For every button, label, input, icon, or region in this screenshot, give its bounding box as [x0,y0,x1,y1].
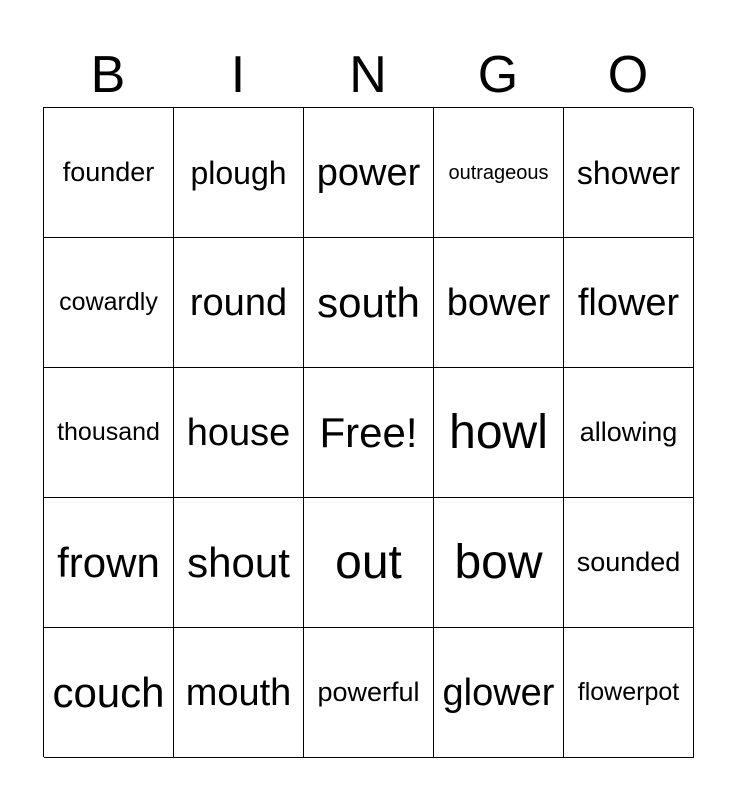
bingo-cell[interactable]: outrageous [434,108,564,238]
header-letter-o: O [607,46,649,104]
bingo-cell[interactable]: howl [434,368,564,498]
bingo-cell[interactable]: cowardly [44,238,174,368]
bingo-cell[interactable]: flower [564,238,694,368]
header-letter-i: I [230,46,246,104]
bingo-cell[interactable]: couch [44,628,174,758]
bingo-cell[interactable]: house [174,368,304,498]
bingo-cell[interactable]: powerful [304,628,434,758]
bingo-cell[interactable]: mouth [174,628,304,758]
bingo-cell[interactable]: sounded [564,498,694,628]
bingo-cell[interactable]: out [304,498,434,628]
bingo-cell[interactable]: shout [174,498,304,628]
bingo-header [43,42,693,108]
header-letter-n: N [349,46,387,104]
bingo-board [43,107,693,757]
bingo-cell[interactable]: glower [434,628,564,758]
free-space-cell[interactable]: Free! [304,368,434,498]
bingo-cell[interactable]: plough [174,108,304,238]
bingo-cell[interactable]: flowerpot [564,628,694,758]
bingo-cell[interactable]: bower [434,238,564,368]
header-letter-g: G [477,46,519,104]
bingo-cell[interactable]: thousand [44,368,174,498]
bingo-cell[interactable]: bow [434,498,564,628]
bingo-cell[interactable]: round [174,238,304,368]
bingo-cell[interactable]: founder [44,108,174,238]
bingo-cell[interactable]: south [304,238,434,368]
bingo-cell[interactable]: frown [44,498,174,628]
bingo-cell[interactable]: power [304,108,434,238]
bingo-cell[interactable]: shower [564,108,694,238]
bingo-cell[interactable]: allowing [564,368,694,498]
header-letter-b: B [90,46,126,104]
